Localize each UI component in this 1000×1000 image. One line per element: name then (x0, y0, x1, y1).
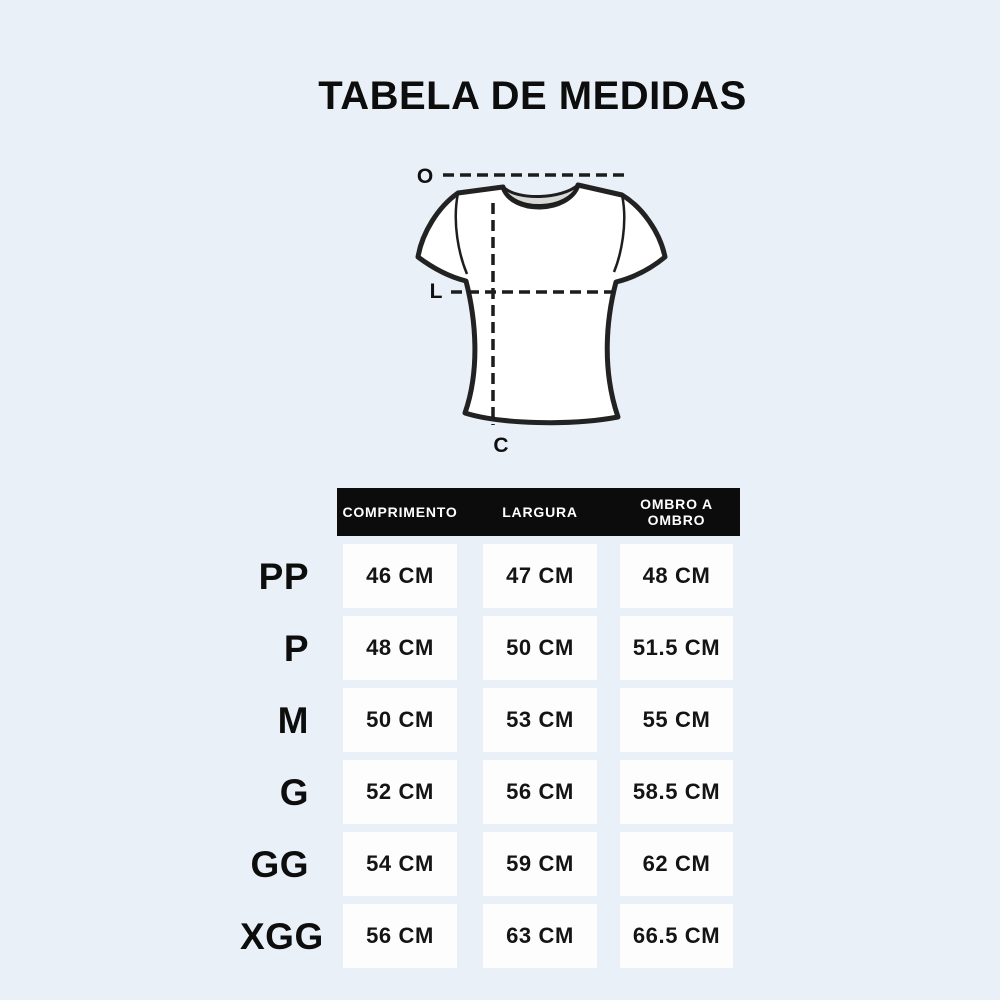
value-cell: 47 CM (483, 544, 597, 608)
value-cell: 58.5 CM (620, 760, 733, 824)
value-cell: 54 CM (343, 832, 457, 896)
length-measure-label: C (493, 434, 509, 457)
table-row-pp (240, 544, 740, 608)
page-title: TABELA DE MEDIDAS (318, 74, 747, 118)
width-measure-label: L (429, 280, 443, 303)
size-label: M (277, 699, 309, 741)
value-cell: 46 CM (343, 544, 457, 608)
value-cell: 59 CM (483, 832, 597, 896)
table-header (337, 488, 740, 536)
table-row-g (240, 760, 740, 824)
column-header-largura: LARGURA (502, 504, 578, 520)
shoulder-measure-label: O (416, 165, 434, 188)
table-row-xgg (240, 904, 740, 968)
value-cell: 53 CM (483, 688, 597, 752)
value-cell: 62 CM (620, 832, 733, 896)
value-cell: 56 CM (343, 904, 457, 968)
size-label: G (279, 771, 309, 813)
size-label: PP (258, 555, 309, 597)
column-header-comprimento: COMPRIMENTO (342, 504, 458, 520)
table-row-m (240, 688, 740, 752)
value-cell: 52 CM (343, 760, 457, 824)
tshirt-measurement-diagram (390, 155, 700, 465)
column-header-ombro-a-ombro: OMBRO A OMBRO (640, 496, 713, 528)
value-cell: 63 CM (483, 904, 597, 968)
size-label: XGG (240, 915, 324, 957)
size-label: P (283, 627, 309, 669)
size-label: GG (250, 843, 309, 885)
value-cell: 66.5 CM (620, 904, 733, 968)
table-row-p (240, 616, 740, 680)
value-cell: 48 CM (343, 616, 457, 680)
value-cell: 50 CM (343, 688, 457, 752)
value-cell: 51.5 CM (620, 616, 733, 680)
value-cell: 48 CM (620, 544, 733, 608)
value-cell: 55 CM (620, 688, 733, 752)
value-cell: 50 CM (483, 616, 597, 680)
table-row-gg (240, 832, 740, 896)
size-table (240, 488, 740, 968)
value-cell: 56 CM (483, 760, 597, 824)
